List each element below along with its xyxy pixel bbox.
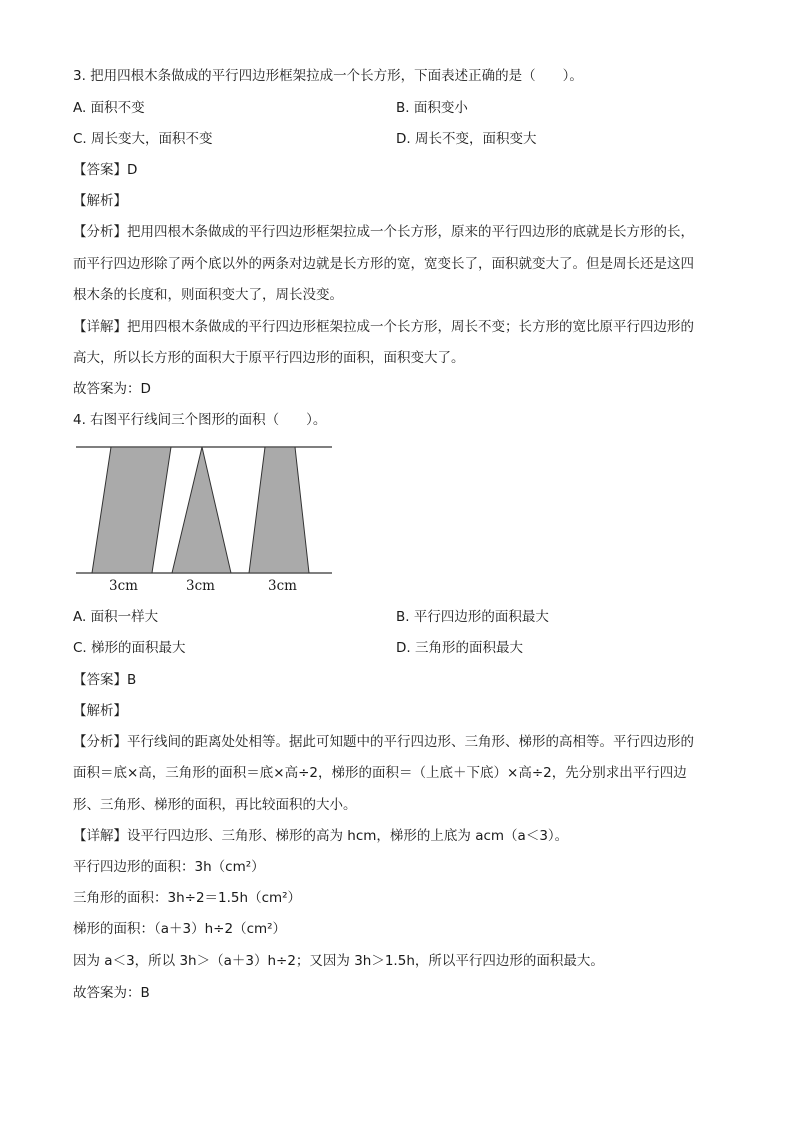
q4-option-a: A. 面积一样大 <box>73 609 159 625</box>
q3-detail-line-1: 【详解】把用四根木条做成的平行四边形框架拉成一个长方形，周长不变；长方形的宽比原平行四边形的 <box>73 319 694 335</box>
q4-detail-line-2: 平行四边形的面积：3h（cm²） <box>73 859 265 875</box>
q4-option-c: C. 梯形的面积最大 <box>73 640 186 656</box>
parallelogram-shape <box>92 447 171 573</box>
q3-question: 3. 把用四根木条做成的平行四边形框架拉成一个长方形，下面表述正确的是（ ）。 <box>73 68 583 84</box>
q4-analysis-line-1: 【分析】平行线间的距离处处相等。据此可知题中的平行四边形、三角形、梯形的高相等。平行四边形的 <box>73 734 694 750</box>
q4-option-b: B. 平行四边形的面积最大 <box>396 609 549 625</box>
trapezoid-base-label: 3cm <box>268 578 297 593</box>
q4-analysis-line-3: 形、三角形、梯形的面积，再比较面积的大小。 <box>73 797 357 813</box>
q4-detail-line-1: 【详解】设平行四边形、三角形、梯形的高为 hcm，梯形的上底为 acm（a＜3）。 <box>73 828 569 844</box>
q3-option-b: B. 面积变小 <box>396 100 468 116</box>
q4-analysis-line-2: 面积＝底×高，三角形的面积＝底×高÷2，梯形的面积＝（上底＋下底）×高÷2，先分别求出平行四边 <box>73 765 687 781</box>
q4-jiexi-heading: 【解析】 <box>73 703 127 719</box>
q3-answer: 【答案】D <box>73 162 138 178</box>
q4-final-answer: 故答案为：B <box>73 985 150 1001</box>
q4-detail-line-3: 三角形的面积：3h÷2＝1.5h（cm²） <box>73 890 302 906</box>
parallel-lines-figure <box>76 441 332 593</box>
q3-final-answer: 故答案为：D <box>73 381 151 397</box>
q3-detail-line-2: 高大，所以长方形的面积大于原平行四边形的面积，面积变大了。 <box>73 350 465 366</box>
q4-detail-line-5: 因为 a＜3，所以 3h＞（a＋3）h÷2；又因为 3h＞1.5h，所以平行四边形的面积最大。 <box>73 953 604 969</box>
parallelogram-base-label: 3cm <box>109 578 138 593</box>
q3-option-d: D. 周长不变，面积变大 <box>396 131 537 147</box>
q3-jiexi-heading: 【解析】 <box>73 193 127 209</box>
q3-analysis-line-3: 根木条的长度和，则面积变大了，周长没变。 <box>73 287 343 303</box>
q4-detail-line-4: 梯形的面积：（a＋3）h÷2（cm²） <box>73 921 287 937</box>
q3-analysis-line-2: 而平行四边形除了两个底以外的两条对边就是长方形的宽，宽变长了，面积就变大了。但是周长还是这四 <box>73 256 694 272</box>
q3-option-a: A. 面积不变 <box>73 100 145 116</box>
triangle-base-label: 3cm <box>186 578 215 593</box>
triangle-shape <box>172 447 231 573</box>
trapezoid-shape <box>249 447 309 573</box>
q4-option-d: D. 三角形的面积最大 <box>396 640 523 656</box>
q3-analysis-line-1: 【分析】把用四根木条做成的平行四边形框架拉成一个长方形，原来的平行四边形的底就是长方形的长， <box>73 224 694 240</box>
q4-answer: 【答案】B <box>73 672 137 688</box>
q4-question: 4. 右图平行线间三个图形的面积（ ）。 <box>73 412 327 428</box>
q3-option-c: C. 周长变大，面积不变 <box>73 131 213 147</box>
